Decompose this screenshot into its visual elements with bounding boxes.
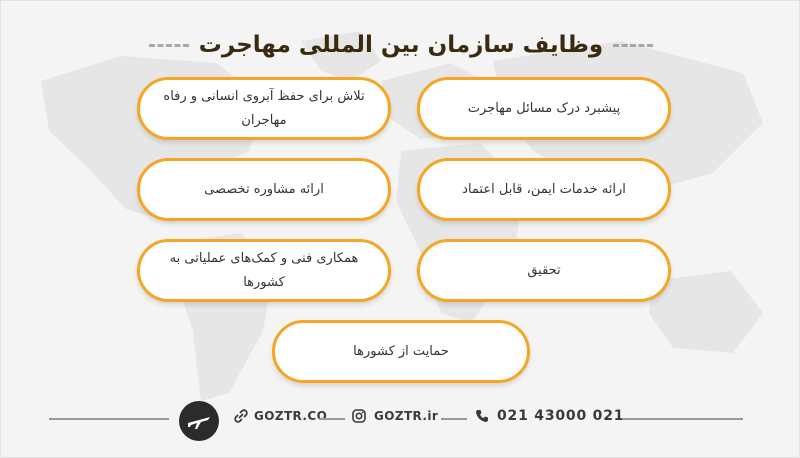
- airplane-logo-icon: [179, 401, 219, 441]
- page-title: وظایف سازمان بین المللی مهاجرت: [198, 32, 604, 58]
- footer-line-right: [623, 418, 743, 420]
- title-dash-left: [149, 44, 189, 47]
- website-link[interactable]: GOZTR.CO: [254, 409, 328, 423]
- card-research: [417, 239, 671, 302]
- footer-line-middle-2: [441, 418, 467, 420]
- card-label: ارائه خدمات ایمن، قابل اعتماد: [462, 181, 626, 197]
- phone-icon: [474, 408, 490, 424]
- card-label: پیشبرد درک مسائل مهاجرت: [467, 100, 621, 116]
- card-country-support: [272, 320, 530, 383]
- footer-contact-bar: [1, 399, 800, 439]
- world-map-background: [1, 1, 800, 458]
- instagram-icon: [351, 408, 367, 424]
- card-label: تحقیق: [527, 262, 561, 278]
- card-migration-understanding: [417, 77, 671, 140]
- title-dash-right: [613, 44, 653, 47]
- footer-line-middle: [319, 418, 345, 420]
- card-migrant-dignity: [137, 77, 391, 140]
- card-label: تلاش برای حفظ آبروی انسانی و رفاه مهاجران: [163, 88, 365, 128]
- card-technical-cooperation: [137, 239, 391, 302]
- title-row: [1, 29, 800, 61]
- card-safe-services: [417, 158, 671, 221]
- card-expert-advice: [137, 158, 391, 221]
- card-label: ارائه مشاوره تخصصی: [204, 181, 324, 197]
- card-label: حمایت از کشورها: [353, 343, 449, 359]
- footer-line-left: [49, 418, 169, 420]
- instagram-handle[interactable]: GOZTR.ir: [374, 409, 439, 423]
- link-icon: [233, 408, 249, 424]
- phone-number[interactable]: 021 43000 021: [497, 408, 625, 424]
- card-label: همکاری فنی و کمک‌های عملیاتی به کشورها: [169, 250, 359, 290]
